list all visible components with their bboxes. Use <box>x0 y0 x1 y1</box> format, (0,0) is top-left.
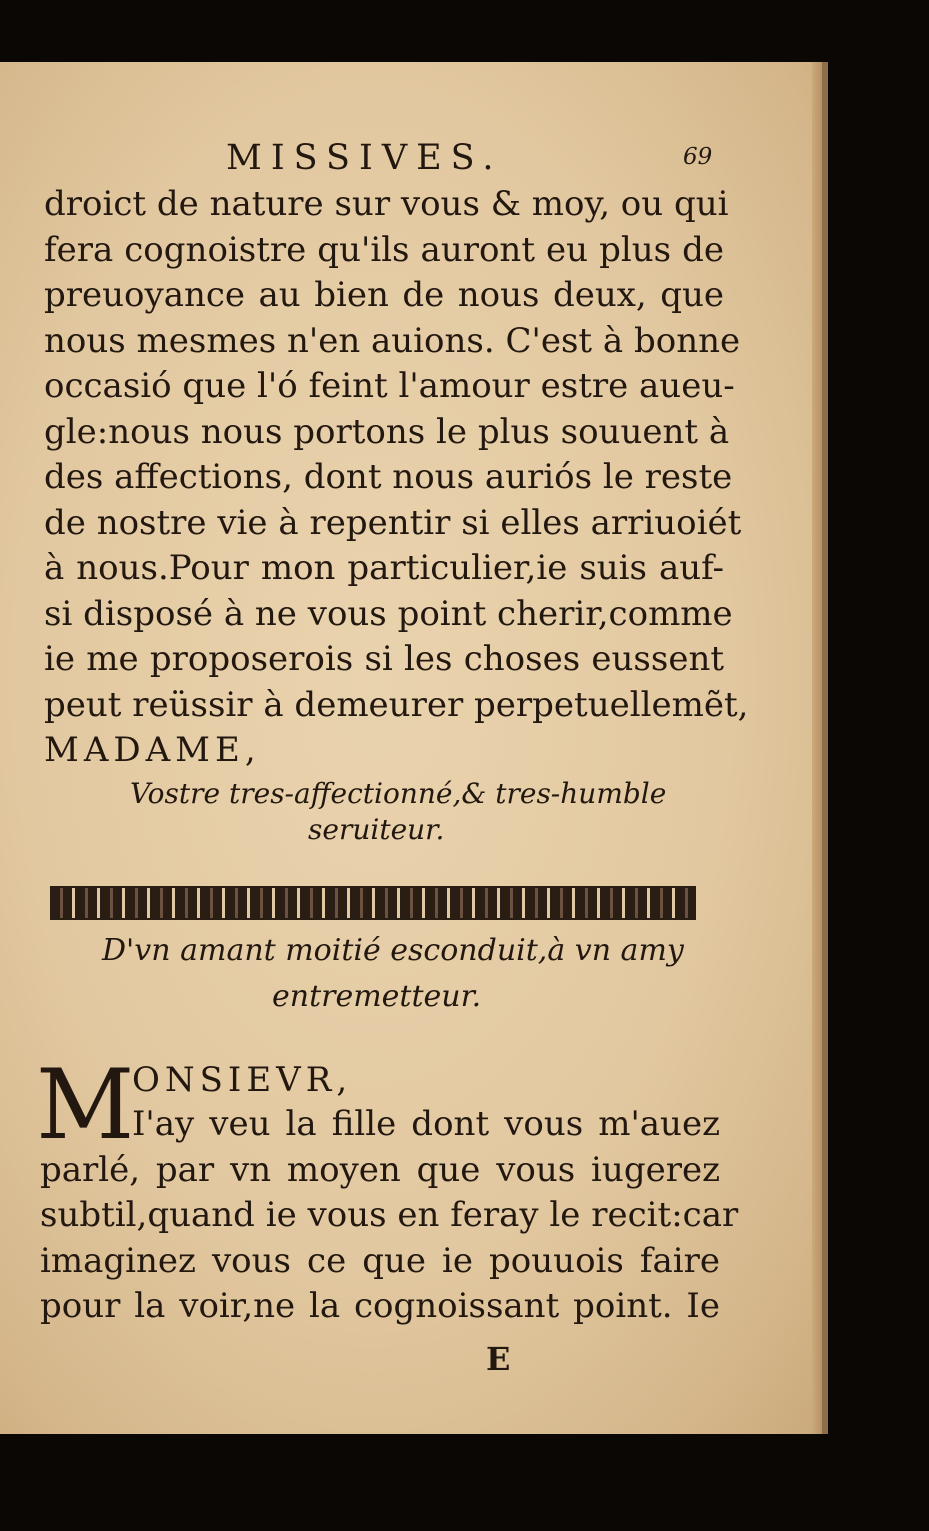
letter-salutation: ONSIEVR, <box>132 1060 353 1100</box>
closing-signature: seruiteur. <box>308 813 445 846</box>
salutation: MADAME, <box>44 730 261 770</box>
text-line: fera cognoistre qu'ils auront eu plus de <box>44 229 724 270</box>
page-edge-dark <box>822 62 828 1434</box>
text-line: parlé, par vn moyen que vous iugerez <box>40 1149 720 1190</box>
page-edge <box>812 62 822 1434</box>
text-line: imaginez vous ce que ie pouuois faire <box>40 1240 720 1281</box>
signature-mark: E <box>486 1340 511 1378</box>
letter-text <box>44 182 749 774</box>
text-line: gle:nous nous portons le plus souuent à <box>44 411 730 452</box>
closing <box>130 776 730 848</box>
text-line: occasió que l'ó feint l'amour estre aueu- <box>44 366 735 406</box>
text-line: des affections, dont nous auriós le reste <box>44 457 733 497</box>
text-line: si disposé à ne vous point cherir,comme <box>44 593 733 634</box>
text-line: droict de nature sur vous & moy, ou qui <box>44 184 729 224</box>
second-letter-text <box>40 1102 739 1330</box>
text-line: preuoyance au bien de nous deux, que <box>44 275 724 315</box>
text-line: ie me proposerois si les choses eussent <box>44 639 724 679</box>
title-line: D'vn amant moitié esconduit,à vn amy <box>102 933 684 968</box>
text-line: peut reüssir à demeurer perpetuellemẽt, <box>44 684 749 725</box>
text-line: à nous.Pour mon particulier,ie suis auf- <box>44 548 724 588</box>
letter-title <box>90 928 730 1020</box>
page-header <box>0 138 828 178</box>
closing-line: Vostre tres-affectionné,& tres-humble <box>130 777 667 810</box>
ornamental-rule <box>50 886 696 920</box>
page-number: 69 <box>683 144 713 170</box>
text-line: I'ay veu la fille dont vous m'auez <box>132 1104 720 1144</box>
text-line: nous mesmes n'en auions. C'est à bonne <box>44 320 741 361</box>
title-line: entremetteur. <box>272 979 482 1014</box>
drop-capital: M <box>36 1049 135 1161</box>
running-head: MISSIVES. <box>226 138 503 178</box>
text-line: subtil,quand ie vous en feray le recit:car <box>40 1195 739 1235</box>
text-line: de nostre vie à repentir si elles arriuoiét <box>44 502 742 543</box>
text-line: pour la voir,ne la cognoissant point. Ie <box>40 1286 720 1326</box>
